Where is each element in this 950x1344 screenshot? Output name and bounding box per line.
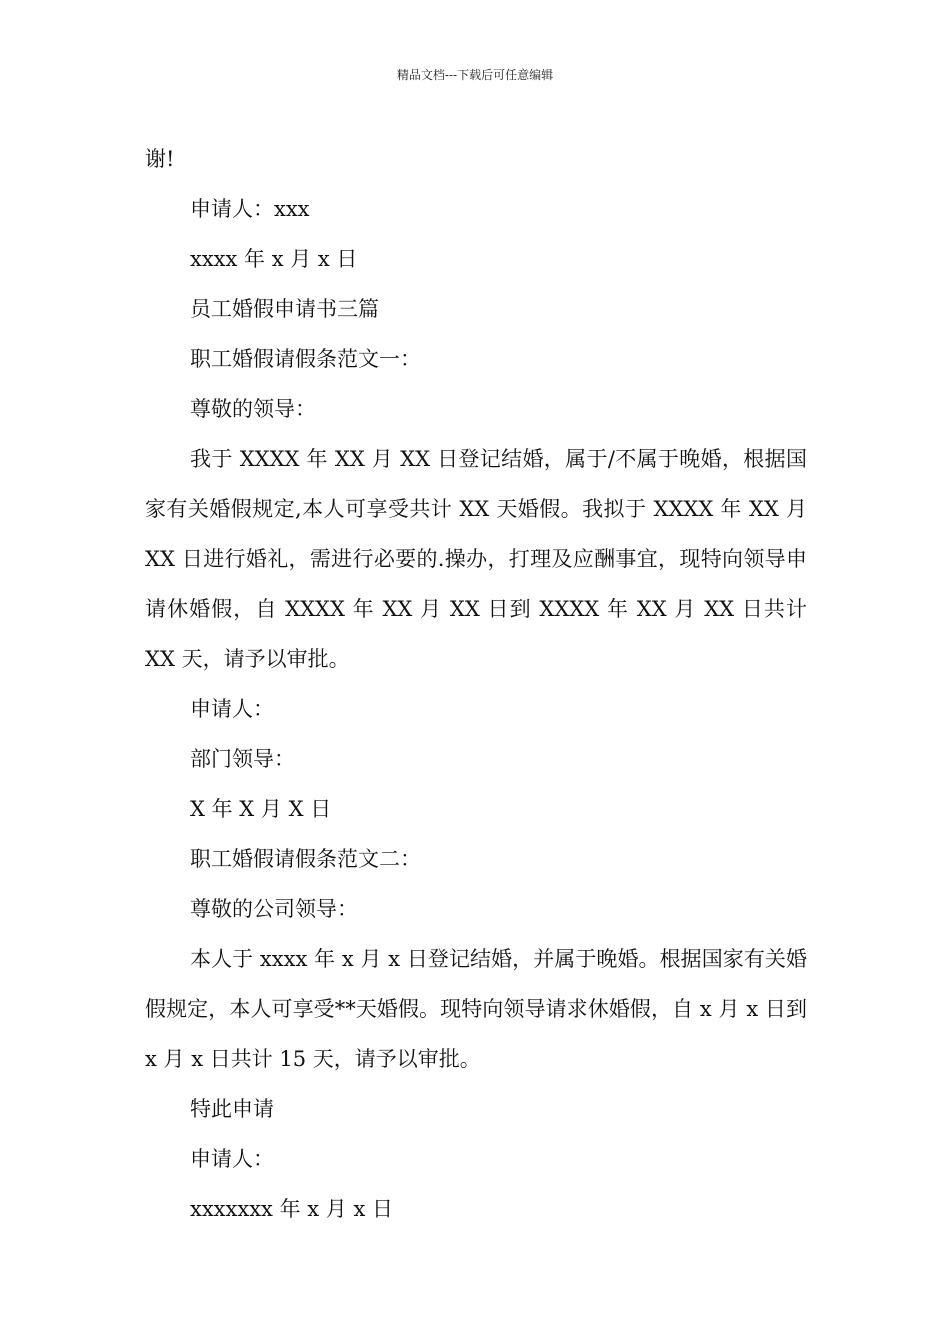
sample-one-paragraph: 我于 XXXX 年 XX 月 XX 日登记结婚，属于/不属于晚婚，根据国家有关婚假规定,本人可享受共计 XX 天婚假。我拟于 XXXX 年 XX 月 XX 日进行婚礼，需进行必要的.操办，打理及应酬事宜，现特向领导申请休婚假，自 XXXX 年 XX 月 XX 日到 XXXX 年 XX 月 XX 日共计 XX 天，请予以审批。: [145, 447, 807, 671]
closing-thanks: 谢!: [145, 147, 175, 171]
date-line: xxxx 年 x 月 x 日: [190, 247, 358, 271]
applicant-label-two: 申请人：: [190, 1147, 274, 1171]
sample-one-heading: 职工婚假请假条范文一：: [190, 347, 421, 371]
page-header: 精品文档---下载后可任意编辑: [396, 68, 554, 82]
applicant-label-one: 申请人：: [190, 697, 274, 721]
salutation-two: 尊敬的公司领导：: [190, 897, 358, 921]
date-line-two: xxxxxxx 年 x 月 x 日: [190, 1197, 393, 1221]
document-body: [145, 134, 807, 1234]
sample-two-paragraph: 本人于 xxxx 年 x 月 x 日登记结婚，并属于晚婚。根据国家有关婚假规定，本人可享受**天婚假。现特向领导请求休婚假，自 x 月 x 日到 x 月 x 日共计 15 天，请予以审批。: [145, 947, 807, 1071]
date-line-one: X 年 X 月 X 日: [190, 797, 332, 821]
hereby-apply: 特此申请: [190, 1097, 274, 1121]
sample-two-heading: 职工婚假请假条范文二：: [190, 847, 421, 871]
applicant-line: 申请人：xxx: [190, 197, 310, 221]
section-title: 员工婚假申请书三篇: [190, 297, 379, 321]
department-leader-label: 部门领导：: [190, 747, 295, 771]
salutation-one: 尊敬的领导：: [190, 397, 316, 421]
